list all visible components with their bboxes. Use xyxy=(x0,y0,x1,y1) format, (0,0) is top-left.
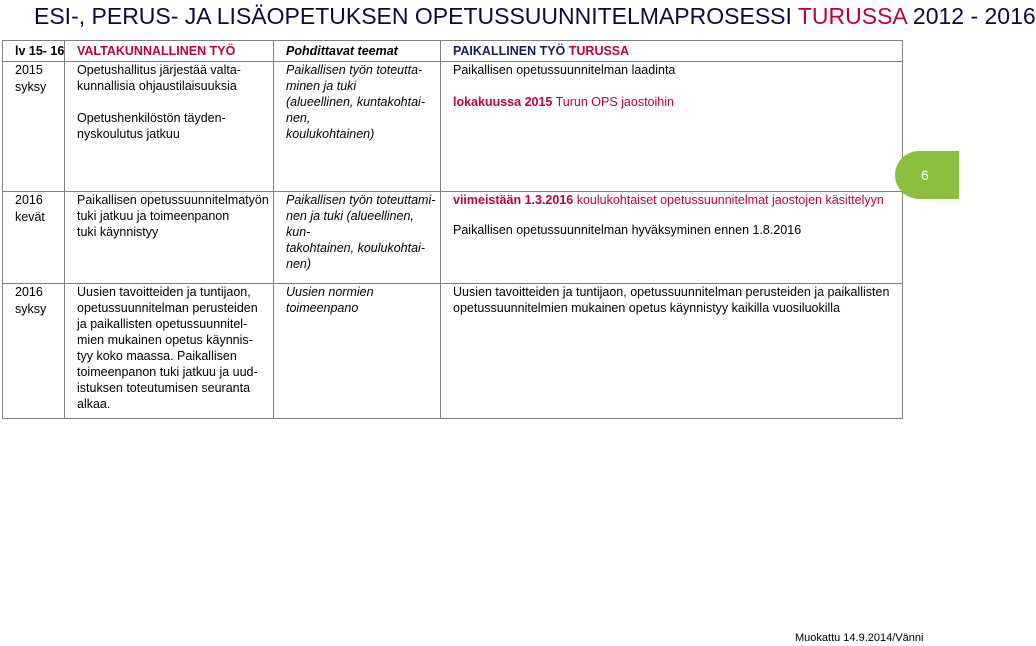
header-local: PAIKALLINEN TYÖ TURUSSA xyxy=(441,41,903,62)
table-header-row xyxy=(3,41,903,62)
period-cell: 2015 syksy xyxy=(3,62,65,192)
period-cell: 2016 syksy xyxy=(3,284,65,419)
local-cell: Paikallisen opetussuunnitelman laadinta lokakuussa 2015 Turun OPS jaostoihin xyxy=(441,62,903,192)
header-period: lv 15- 16 xyxy=(3,41,65,62)
header-themes: Pohdittavat teemat xyxy=(274,41,441,62)
page-title: ESI-, PERUS- JA LISÄOPETUKSEN OPETUSSUUNNITELMAPROSESSI TURUSSA 2012 - 2016 xyxy=(34,3,1036,29)
table-row xyxy=(3,284,903,419)
local-cell: Uusien tavoitteiden ja tuntijaon, opetussuunnitelman perusteiden ja paikallisten opetussuunnitelmien mukainen opetus käynnistyy kaikilla vuosiluokilla xyxy=(441,284,903,419)
local-cell: viimeistään 1.3.2016 koulukohtaiset opetussuunnitelmat jaostojen käsittelyyn Paikallisen opetussuunnitelman hyväksyminen ennen 1.8.2016 xyxy=(441,192,903,284)
themes-cell: Paikallisen työn toteuttami- nen ja tuki (alueellinen, kun- takohtainen, koulukohtai- nen) xyxy=(274,192,441,284)
themes-cell: Paikallisen työn toteutta- minen ja tuki (alueellinen, kuntakohtai- nen, koulukohtainen) xyxy=(274,62,441,192)
table-row xyxy=(3,192,903,284)
national-cell: Uusien tavoitteiden ja tuntijaon, opetussuunnitelman perusteiden ja paikallisten opetussuunnitel- mien mukainen opetus käynnis- tyy koko maassa. Paikallisen toimeenpanon tuki jatkuu ja uud- istuksen toteutumisen seuranta alkaa. xyxy=(65,284,274,419)
national-cell: Opetushallitus järjestää valta- kunnallisia ohjaustilaisuuksia Opetushenkilöstön täyden- nyskoulutus jatkuu xyxy=(65,62,274,192)
slide-number-badge: 6 xyxy=(895,151,959,199)
header-national: VALTAKUNNALLINEN TYÖ xyxy=(65,41,274,62)
period-cell: 2016 kevät xyxy=(3,192,65,284)
national-cell: Paikallisen opetussuunnitelmatyön tuki jatkuu ja toimeenpanon tuki käynnistyy xyxy=(65,192,274,284)
schedule-table xyxy=(2,40,903,419)
footer-note: Muokattu 14.9.2014/Vänni xyxy=(795,632,924,644)
themes-cell: Uusien normien toimeenpano xyxy=(274,284,441,419)
table-row xyxy=(3,62,903,192)
